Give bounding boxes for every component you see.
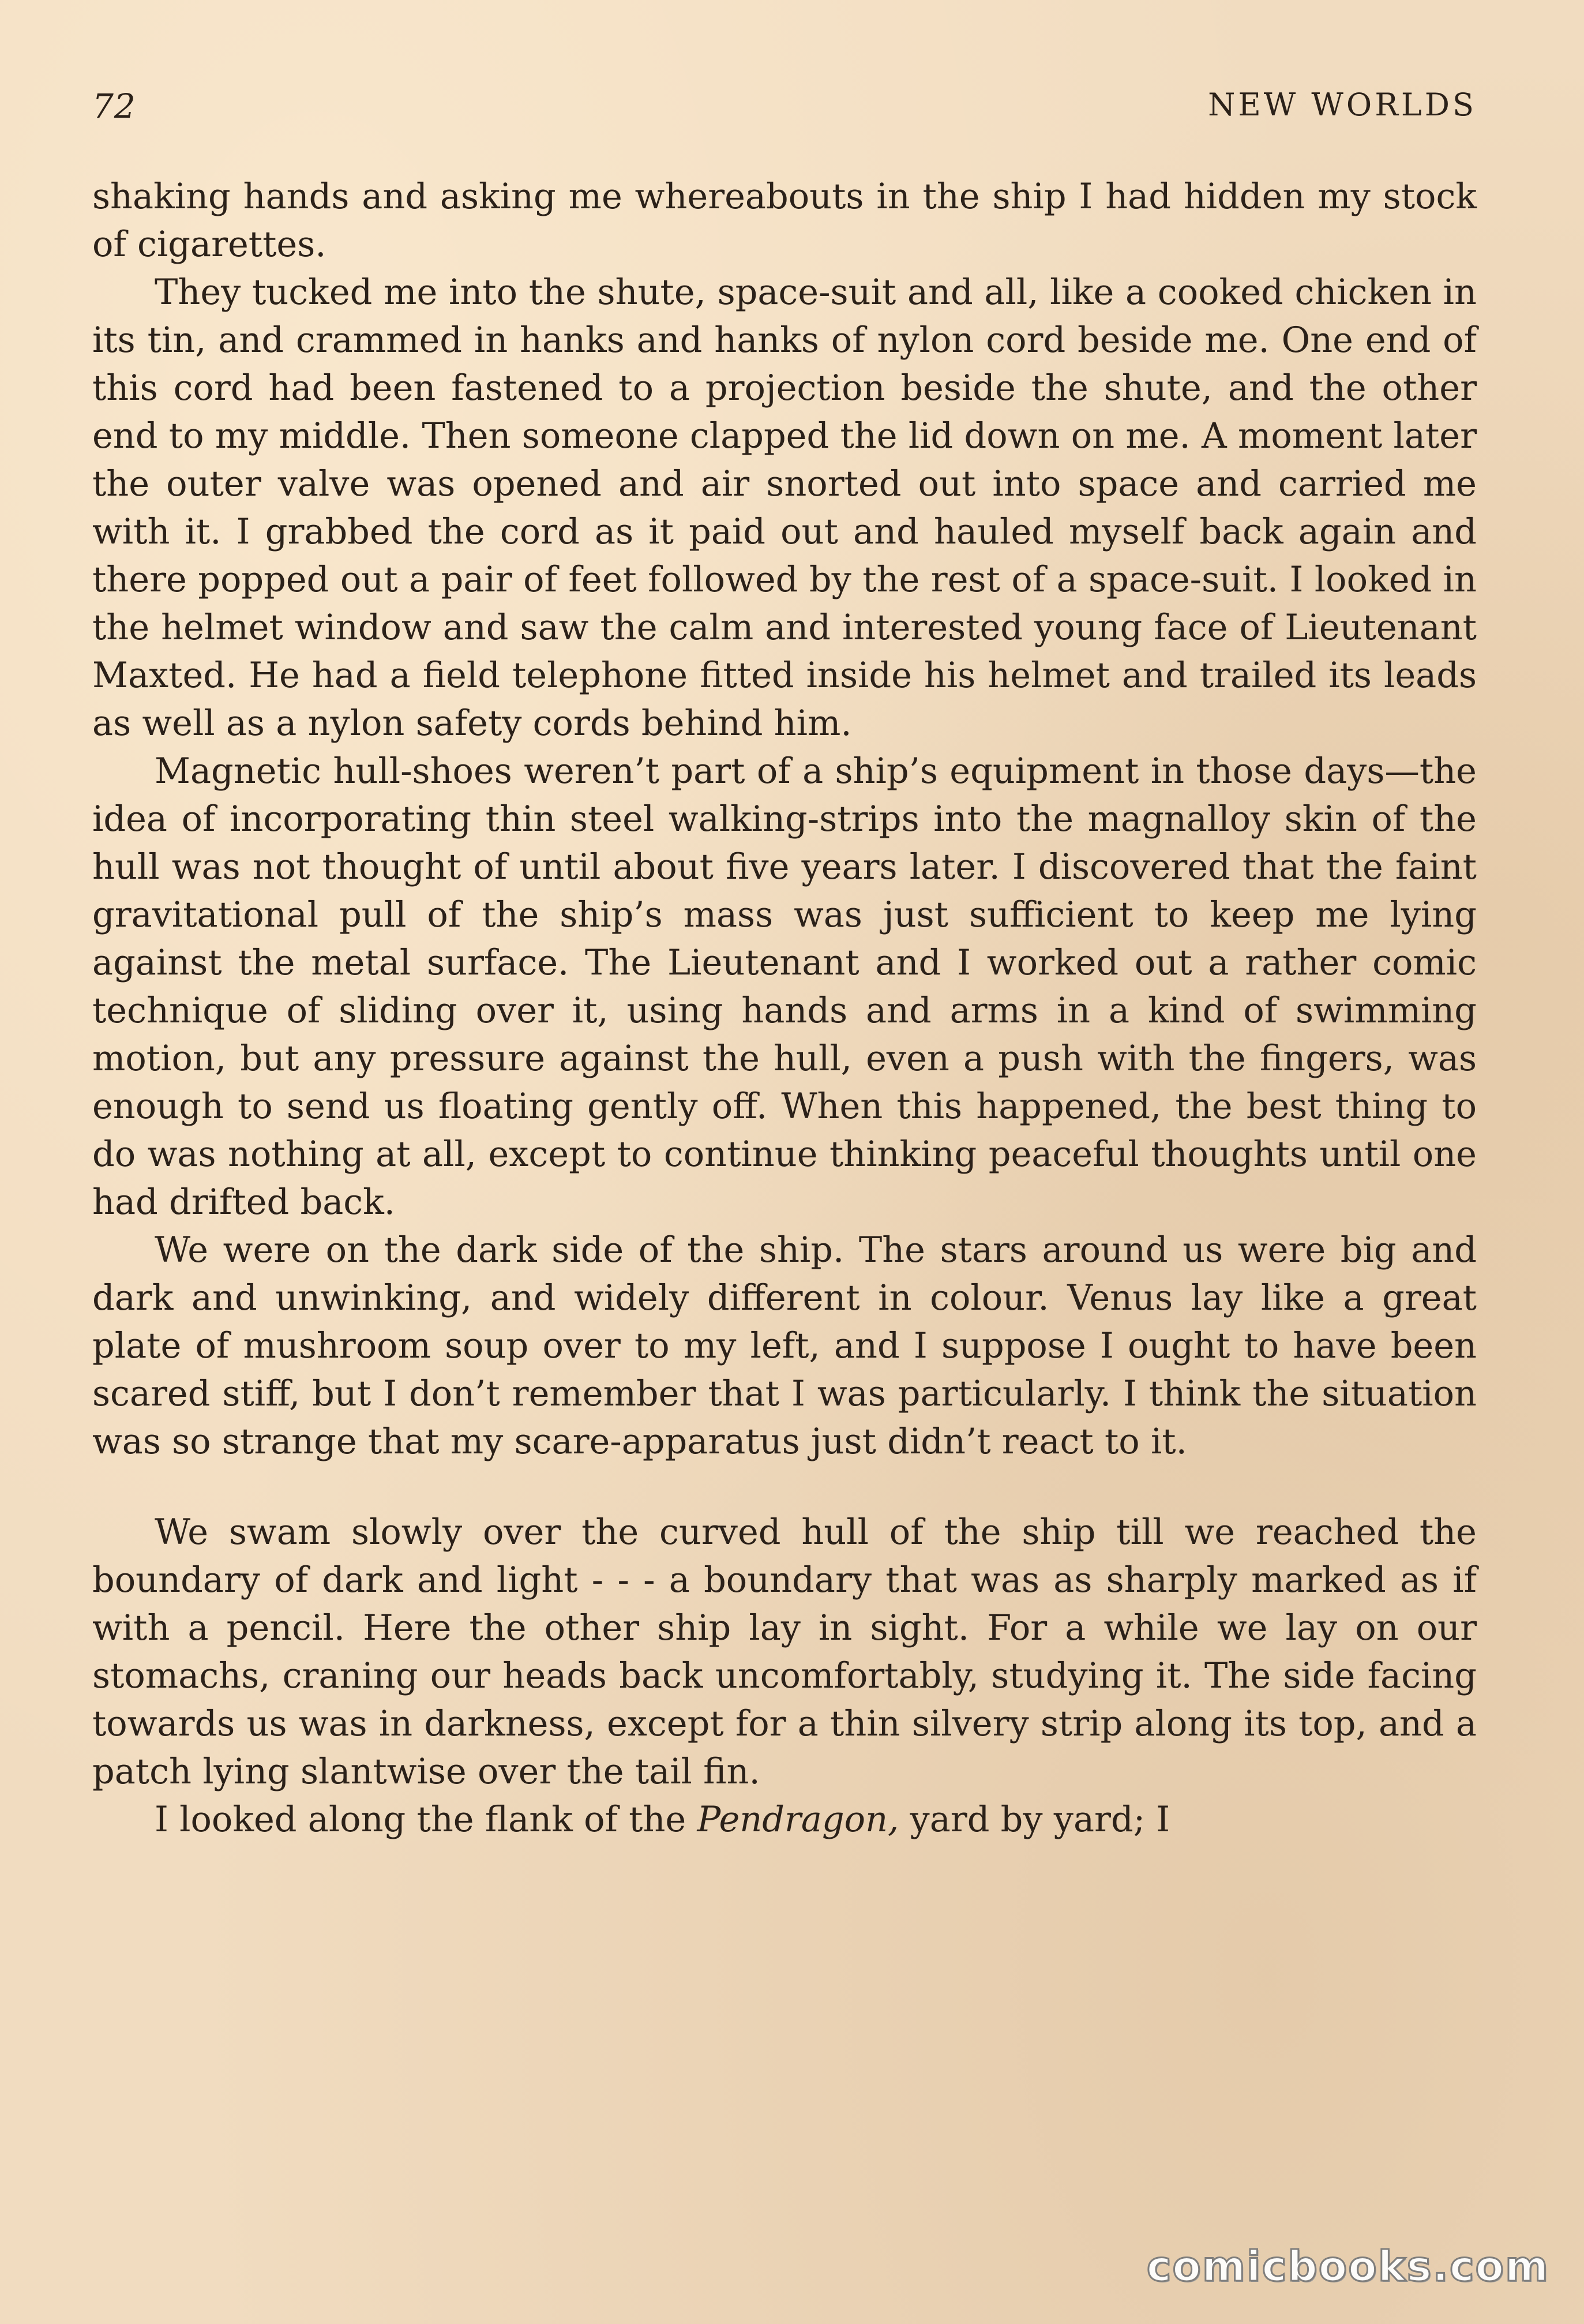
paragraph-shute: They tucked me into the shute, space-suit and all, like a cooked chicken in its tin, and crammed in hanks and hanks of nylon cord beside me. One end of this cord had been fastened to a projection beside the shute, and the other end to my middle. Then someone clapped the lid down on me. A moment later the outer valve was opened and air snorted out into space and carried me with it. I grabbed the cord as it paid out and hauled myself back again and there popped out a pair of feet followed by the rest of a space-suit. I looked in the helmet window and saw the calm and interested young face of Lieutenant Maxted. He had a field telephone fitted inside his helmet and trailed its leads as well as a nylon safety cords behind him. <box>92 272 1477 744</box>
ship-name: Pendragon, <box>697 1800 899 1840</box>
paragraph-hull-shoes: Magnetic hull-shoes weren’t part of a ship’s equipment in those days—the idea of incorporating thin steel walking-strips into the magnalloy skin of the hull was not thought of until about five years later. I discovered that the faint gravitational pull of the ship’s mass was just sufficient to keep me lying against the metal surface. The Lieutenant and I worked out a rather comic technique of sliding over it, using hands and arms in a kind of swimming motion, but any pressure against the hull, even a push with the fingers, was enough to send us floating gently off. When this happened, the best thing to do was nothing at all, except to continue thinking peaceful thoughts until one had drifted back. <box>92 751 1477 1223</box>
paragraph-continued: shaking hands and asking me whereabouts in the ship I had hidden my stock of cigarettes. <box>92 177 1477 265</box>
paragraph-pendragon-start: I looked along the flank of the <box>155 1800 697 1840</box>
book-page <box>92 87 1477 2256</box>
paragraph-dark-side: We were on the dark side of the ship. The stars around us were big and dark and unwinking, and widely different in colour. Venus lay like a great plate of mushroom soup over to my left, and I suppose I ought to have been scared stiff, but I don’t remember that I was particularly. I think the situation was so strange that my scare-apparatus just didn’t react to it. <box>92 1230 1477 1462</box>
watermark-logo: comicbooks.com <box>1146 2242 1549 2291</box>
paragraph-pendragon <box>92 1796 1477 1844</box>
journal-title: NEW WORLDS <box>1208 87 1477 123</box>
section-break <box>92 1466 1477 1509</box>
paragraph-pendragon-end: yard by yard; I <box>899 1800 1170 1840</box>
running-head <box>92 87 1477 138</box>
paragraph-swam: We swam slowly over the curved hull of the ship till we reached the boundary of dark and light - - - a boundary that was as sharply marked as if with a pencil. Here the other ship lay in sight. For a while we lay on our stomachs, craning our heads back uncomfortably, studying it. The side facing towards us was in darkness, except for a thin silvery strip along its top, and a patch lying slantwise over the tail fin. <box>92 1512 1477 1792</box>
page-number: 72 <box>92 87 136 126</box>
text-body <box>92 173 1477 1844</box>
